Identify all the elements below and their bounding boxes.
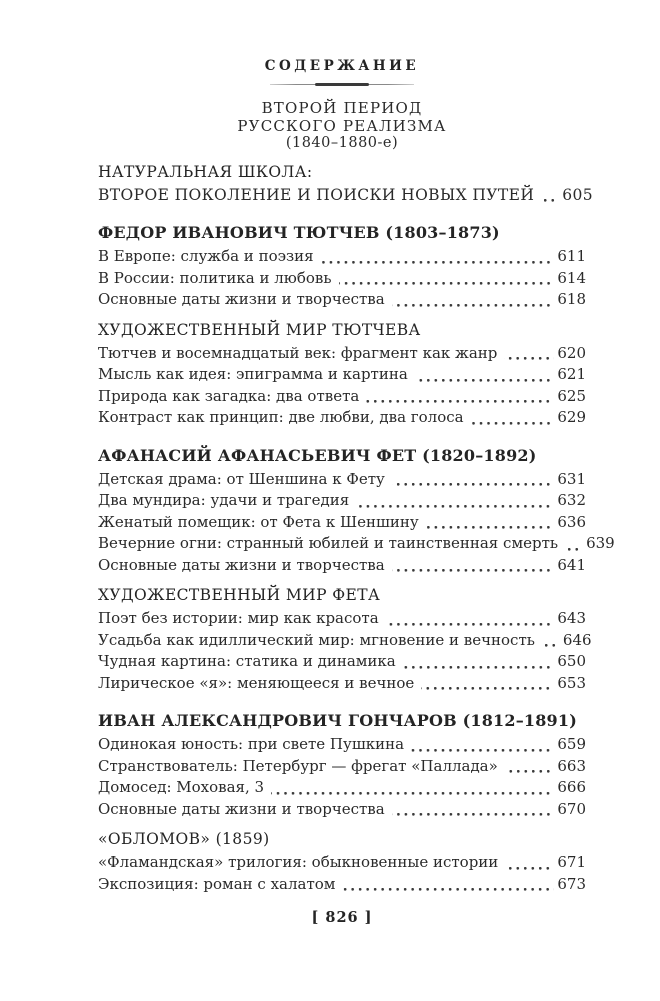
- toc-entry: [98, 651, 586, 673]
- dot-leader: [392, 304, 555, 307]
- section-entries: [98, 246, 586, 311]
- toc-entry-page: 614: [557, 268, 586, 287]
- divider-thick-bar: [315, 83, 369, 86]
- toc-entry: [98, 533, 615, 555]
- dot-leader: [392, 813, 555, 816]
- section-entries: [98, 469, 615, 577]
- toc-entry-page: 605: [562, 185, 594, 204]
- dot-leader: [321, 261, 555, 264]
- dot-leader: [415, 379, 555, 382]
- dot-leader: [392, 569, 555, 572]
- toc-entry-title: Домосед: Моховая, 3: [98, 778, 265, 796]
- toc-entry-page: 670: [557, 799, 586, 818]
- toc-entry-title: Одинокая юность: при свете Пушкина: [98, 735, 405, 753]
- toc-entry: [98, 364, 586, 386]
- toc-entry-title: Странствователь: Петербург — фрегат «Паллада»: [98, 756, 498, 775]
- dot-leader: [392, 483, 554, 486]
- section-heading: ИВАН АЛЕКСАНДРОВИЧ ГОНЧАРОВ (1812–1891): [98, 711, 577, 730]
- dot-leader: [403, 666, 555, 669]
- dot-leader: [565, 548, 583, 551]
- toc-entry: [98, 756, 586, 778]
- toc-section: [98, 162, 594, 207]
- toc-entry: [98, 246, 586, 268]
- toc-entry: [98, 555, 586, 577]
- toc-entry-page: 643: [557, 609, 586, 627]
- toc-entry-title: Основные даты жизни и творчества: [98, 555, 385, 574]
- toc-entry-page: 673: [557, 874, 586, 893]
- toc-entry: [98, 343, 586, 365]
- toc-section: [98, 223, 586, 311]
- section-heading-block: [98, 446, 586, 466]
- toc-entry-page: 611: [557, 247, 586, 265]
- toc-entry-title: Основные даты жизни и творчества: [98, 799, 385, 818]
- toc-entry-title: В Европе: служба и поэзия: [98, 247, 314, 265]
- toc-entry: [98, 777, 586, 799]
- toc-entry-page: 671: [557, 853, 586, 871]
- section-entries: [98, 343, 586, 429]
- toc-entry-page: 631: [557, 469, 586, 488]
- toc-entry-title: Контраст как принцип: две любви, два голоса: [98, 408, 464, 426]
- toc-entry-title: Мысль как идея: эпиграмма и картина: [98, 365, 408, 383]
- toc-entry-title: ВТОРОЕ ПОКОЛЕНИЕ И ПОИСКИ НОВЫХ ПУТЕЙ: [98, 185, 535, 204]
- toc-entry: [98, 268, 586, 290]
- toc-entry-page: 663: [557, 756, 586, 775]
- section-heading: ФЕДОР ИВАНОВИЧ ТЮТЧЕВ (1803–1873): [98, 223, 500, 242]
- toc-section: [98, 829, 586, 895]
- toc-entry: [98, 799, 586, 821]
- part-title-line2: РУССКОГО РЕАЛИЗМА: [237, 116, 447, 135]
- contents-title: СОДЕРЖАНИЕ: [264, 58, 420, 74]
- section-entries: [98, 734, 586, 820]
- section-heading-block: [98, 320, 586, 340]
- toc-entry: [98, 386, 586, 408]
- toc-section: [98, 320, 586, 429]
- toc-entry-page: 632: [557, 491, 586, 509]
- toc-entry: [98, 608, 586, 630]
- dot-leader: [271, 792, 554, 795]
- toc-section: [98, 585, 592, 694]
- toc-entry-title: Природа как загадка: два ответа: [98, 386, 360, 405]
- toc-entry-title: Усадьба как идиллический мир: мгновение и вечность: [98, 630, 535, 649]
- dot-leader: [471, 422, 555, 425]
- toc-entry: [98, 630, 592, 652]
- toc-entry-title: Детская драма: от Шеншина к Фету: [98, 469, 385, 488]
- toc-entry-title: Тютчев и восемнадцатый век: фрагмент как жанр: [98, 343, 498, 362]
- toc-entry-page: 618: [557, 290, 586, 308]
- dot-leader: [342, 888, 554, 891]
- toc-entry-page: 659: [557, 735, 586, 753]
- toc-entry-page: 650: [557, 652, 586, 670]
- dot-leader: [541, 199, 559, 202]
- dot-leader: [504, 357, 554, 360]
- part-subtitle: (1840–1880-е): [285, 135, 399, 151]
- dot-leader: [542, 644, 560, 647]
- section-entries: [98, 608, 592, 694]
- dot-leader: [356, 505, 554, 508]
- section-heading: «ОБЛОМОВ» (1859): [98, 830, 270, 848]
- dot-leader: [505, 770, 555, 773]
- toc-entry-title: Два мундира: удачи и трагедия: [98, 491, 350, 509]
- toc-entry-title: Экспозиция: роман с халатом: [98, 874, 336, 893]
- toc-entry-title: Вечерние огни: странный юбилей и таинственная смерть: [98, 534, 559, 552]
- section-heading-block: [98, 223, 586, 243]
- section-heading-block: [98, 829, 586, 849]
- toc-entry: [98, 185, 594, 207]
- toc-entry-page: 653: [557, 673, 586, 692]
- toc-entry-page: 646: [562, 630, 592, 649]
- section-heading-block: [98, 162, 586, 182]
- toc-entry: [98, 289, 586, 311]
- section-heading: ХУДОЖЕСТВЕННЫЙ МИР ТЮТЧЕВА: [98, 320, 421, 339]
- dot-leader: [505, 867, 554, 870]
- toc-entry-page: 641: [557, 555, 586, 574]
- toc-entry-title: Женатый помещик: от Фета к Шеншину: [98, 512, 419, 531]
- toc-entry-title: В России: политика и любовь: [98, 268, 332, 287]
- toc-entry-page: 621: [557, 365, 586, 383]
- toc-entry-page: 639: [586, 534, 615, 552]
- toc-section: [98, 445, 615, 577]
- toc-list: [98, 162, 615, 896]
- toc-entry-page: 629: [557, 408, 586, 426]
- toc-entry: [98, 673, 586, 695]
- toc-entry: [98, 512, 586, 534]
- toc-entry-page: 636: [557, 512, 586, 531]
- toc-entry: [98, 469, 586, 491]
- toc-entry-title: Поэт без истории: мир как красота: [98, 609, 379, 627]
- section-entries: [98, 852, 586, 895]
- part-title-line1: ВТОРОЙ ПЕРИОД: [261, 99, 423, 117]
- toc-entry-page: 625: [557, 386, 586, 405]
- section-heading-block: [98, 711, 586, 731]
- section-entries: [98, 185, 594, 207]
- dot-leader: [386, 623, 555, 626]
- dot-leader: [366, 400, 554, 403]
- section-heading: АФАНАСИЙ АФАНАСЬЕВИЧ ФЕТ (1820–1892): [98, 445, 537, 465]
- toc-entry: [98, 852, 586, 874]
- toc-entry: [98, 407, 586, 429]
- section-heading: ХУДОЖЕСТВЕННЫЙ МИР ФЕТА: [98, 586, 381, 604]
- header-divider-ornament: [270, 83, 414, 86]
- toc-entry-page: 620: [557, 343, 586, 362]
- dot-leader: [339, 282, 555, 285]
- footer-page-number: [ 826 ]: [311, 909, 373, 926]
- toc-entry-title: Лирическое «я»: меняющееся и вечное: [98, 673, 415, 692]
- toc-entry-title: Чудная картина: статика и динамика: [98, 652, 396, 670]
- toc-entry: [98, 874, 586, 896]
- toc-entry: [98, 734, 586, 756]
- toc-entry-title: Основные даты жизни и творчества: [98, 290, 385, 308]
- toc-section: [98, 711, 586, 820]
- toc-entry-title: «Фламандская» трилогия: обыкновенные истории: [98, 853, 499, 871]
- dot-leader: [411, 749, 554, 752]
- section-heading-block: [98, 585, 586, 605]
- section-heading: НАТУРАЛЬНАЯ ШКОЛА:: [98, 162, 313, 181]
- dot-leader: [421, 687, 554, 690]
- toc-entry-page: 666: [557, 778, 586, 796]
- dot-leader: [426, 526, 555, 529]
- toc-entry: [98, 490, 586, 512]
